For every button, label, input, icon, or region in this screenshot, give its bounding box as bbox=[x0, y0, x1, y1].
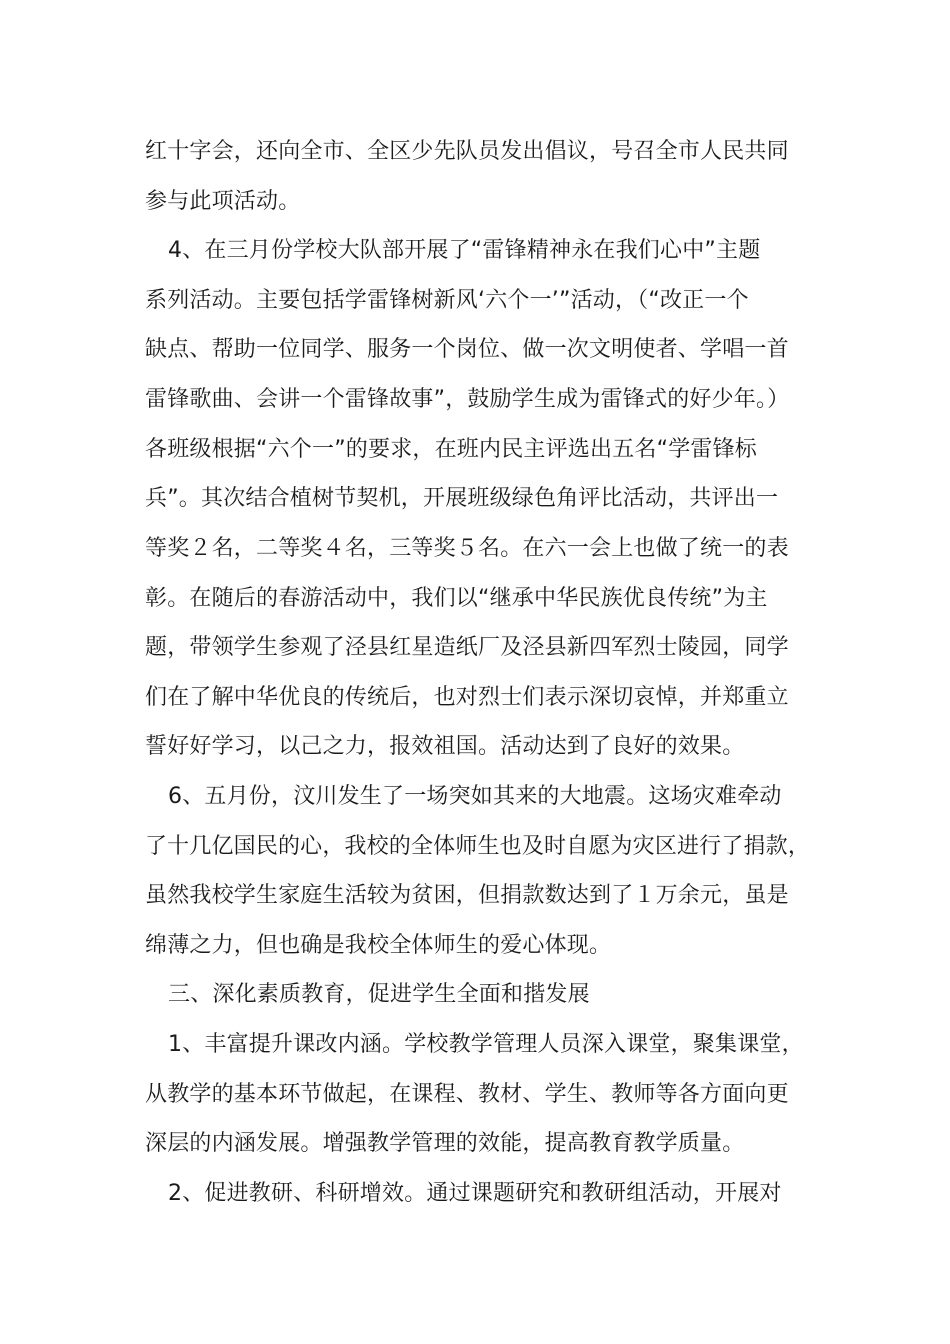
paragraph-line: 等奖２名，二等奖４名，三等奖５名。在六一会上也做了统一的表 bbox=[145, 536, 789, 561]
paragraph-line: 红十字会，还向全市、全区少先队员发出倡议，号召全市人民共同 bbox=[145, 139, 789, 164]
paragraph-line: 6、五月份，汶川发生了一场突如其来的大地震。这场灾难牵动 bbox=[168, 784, 782, 809]
paragraph-line: 绵薄之力，但也确是我校全体师生的爱心体现。 bbox=[145, 933, 612, 958]
paragraph-line: 深层的内涵发展。增强教学管理的效能，提高教育教学质量。 bbox=[145, 1131, 745, 1156]
paragraph-line: 彰。在随后的春游活动中，我们以“继承中华民族优良传统”为主 bbox=[145, 586, 768, 611]
paragraph-line: 誓好好学习，以己之力，报效祖国。活动达到了良好的效果。 bbox=[145, 734, 745, 759]
paragraph-line: 虽然我校学生家庭生活较为贫困，但捐款数达到了１万余元，虽是 bbox=[145, 883, 789, 908]
section-heading: 三、深化素质教育，促进学生全面和揩发展 bbox=[168, 982, 590, 1007]
paragraph-line: 们在了解中华优良的传统后，也对烈士们表示深切哀悼，并郑重立 bbox=[145, 685, 789, 710]
paragraph-line: 缺点、帮助一位同学、服务一个岗位、做一次文明使者、学唱一首 bbox=[145, 337, 789, 362]
paragraph-line: 参与此项活动。 bbox=[145, 189, 301, 214]
paragraph-line: 1、丰富提升课改内涵。学校教学管理人员深入课堂，聚集课堂， bbox=[168, 1032, 804, 1057]
paragraph-line: 雷锋歌曲、会讲一个雷锋故事”，鼓励学生成为雷锋式的好少年。） bbox=[145, 387, 790, 412]
paragraph-line: 系列活动。主要包括学雷锋树新风‘六个一’”活动，（“改正一个 bbox=[145, 288, 749, 313]
paragraph-line: 各班级根据“六个一”的要求，在班内民主评选出五名“学雷锋标 bbox=[145, 437, 757, 462]
paragraph-line: 了十几亿国民的心，我校的全体师生也及时自愿为灾区进行了捐款， bbox=[145, 834, 811, 859]
paragraph-line: 兵”。其次结合植树节契机，开展班级绿色角评比活动，共评出一 bbox=[145, 486, 779, 511]
paragraph-line: 题，带领学生参观了泾县红星造纸厂及泾县新四军烈士陵园，同学 bbox=[145, 635, 789, 660]
paragraph-line: 4、在三月份学校大队部开展了“雷锋精神永在我们心中”主题 bbox=[168, 238, 761, 263]
paragraph-line: 从教学的基本环节做起，在课程、教材、学生、教师等各方面向更 bbox=[145, 1082, 789, 1107]
paragraph-line: 2、促进教研、科研增效。通过课题研究和教研组活动，开展对 bbox=[168, 1181, 782, 1206]
